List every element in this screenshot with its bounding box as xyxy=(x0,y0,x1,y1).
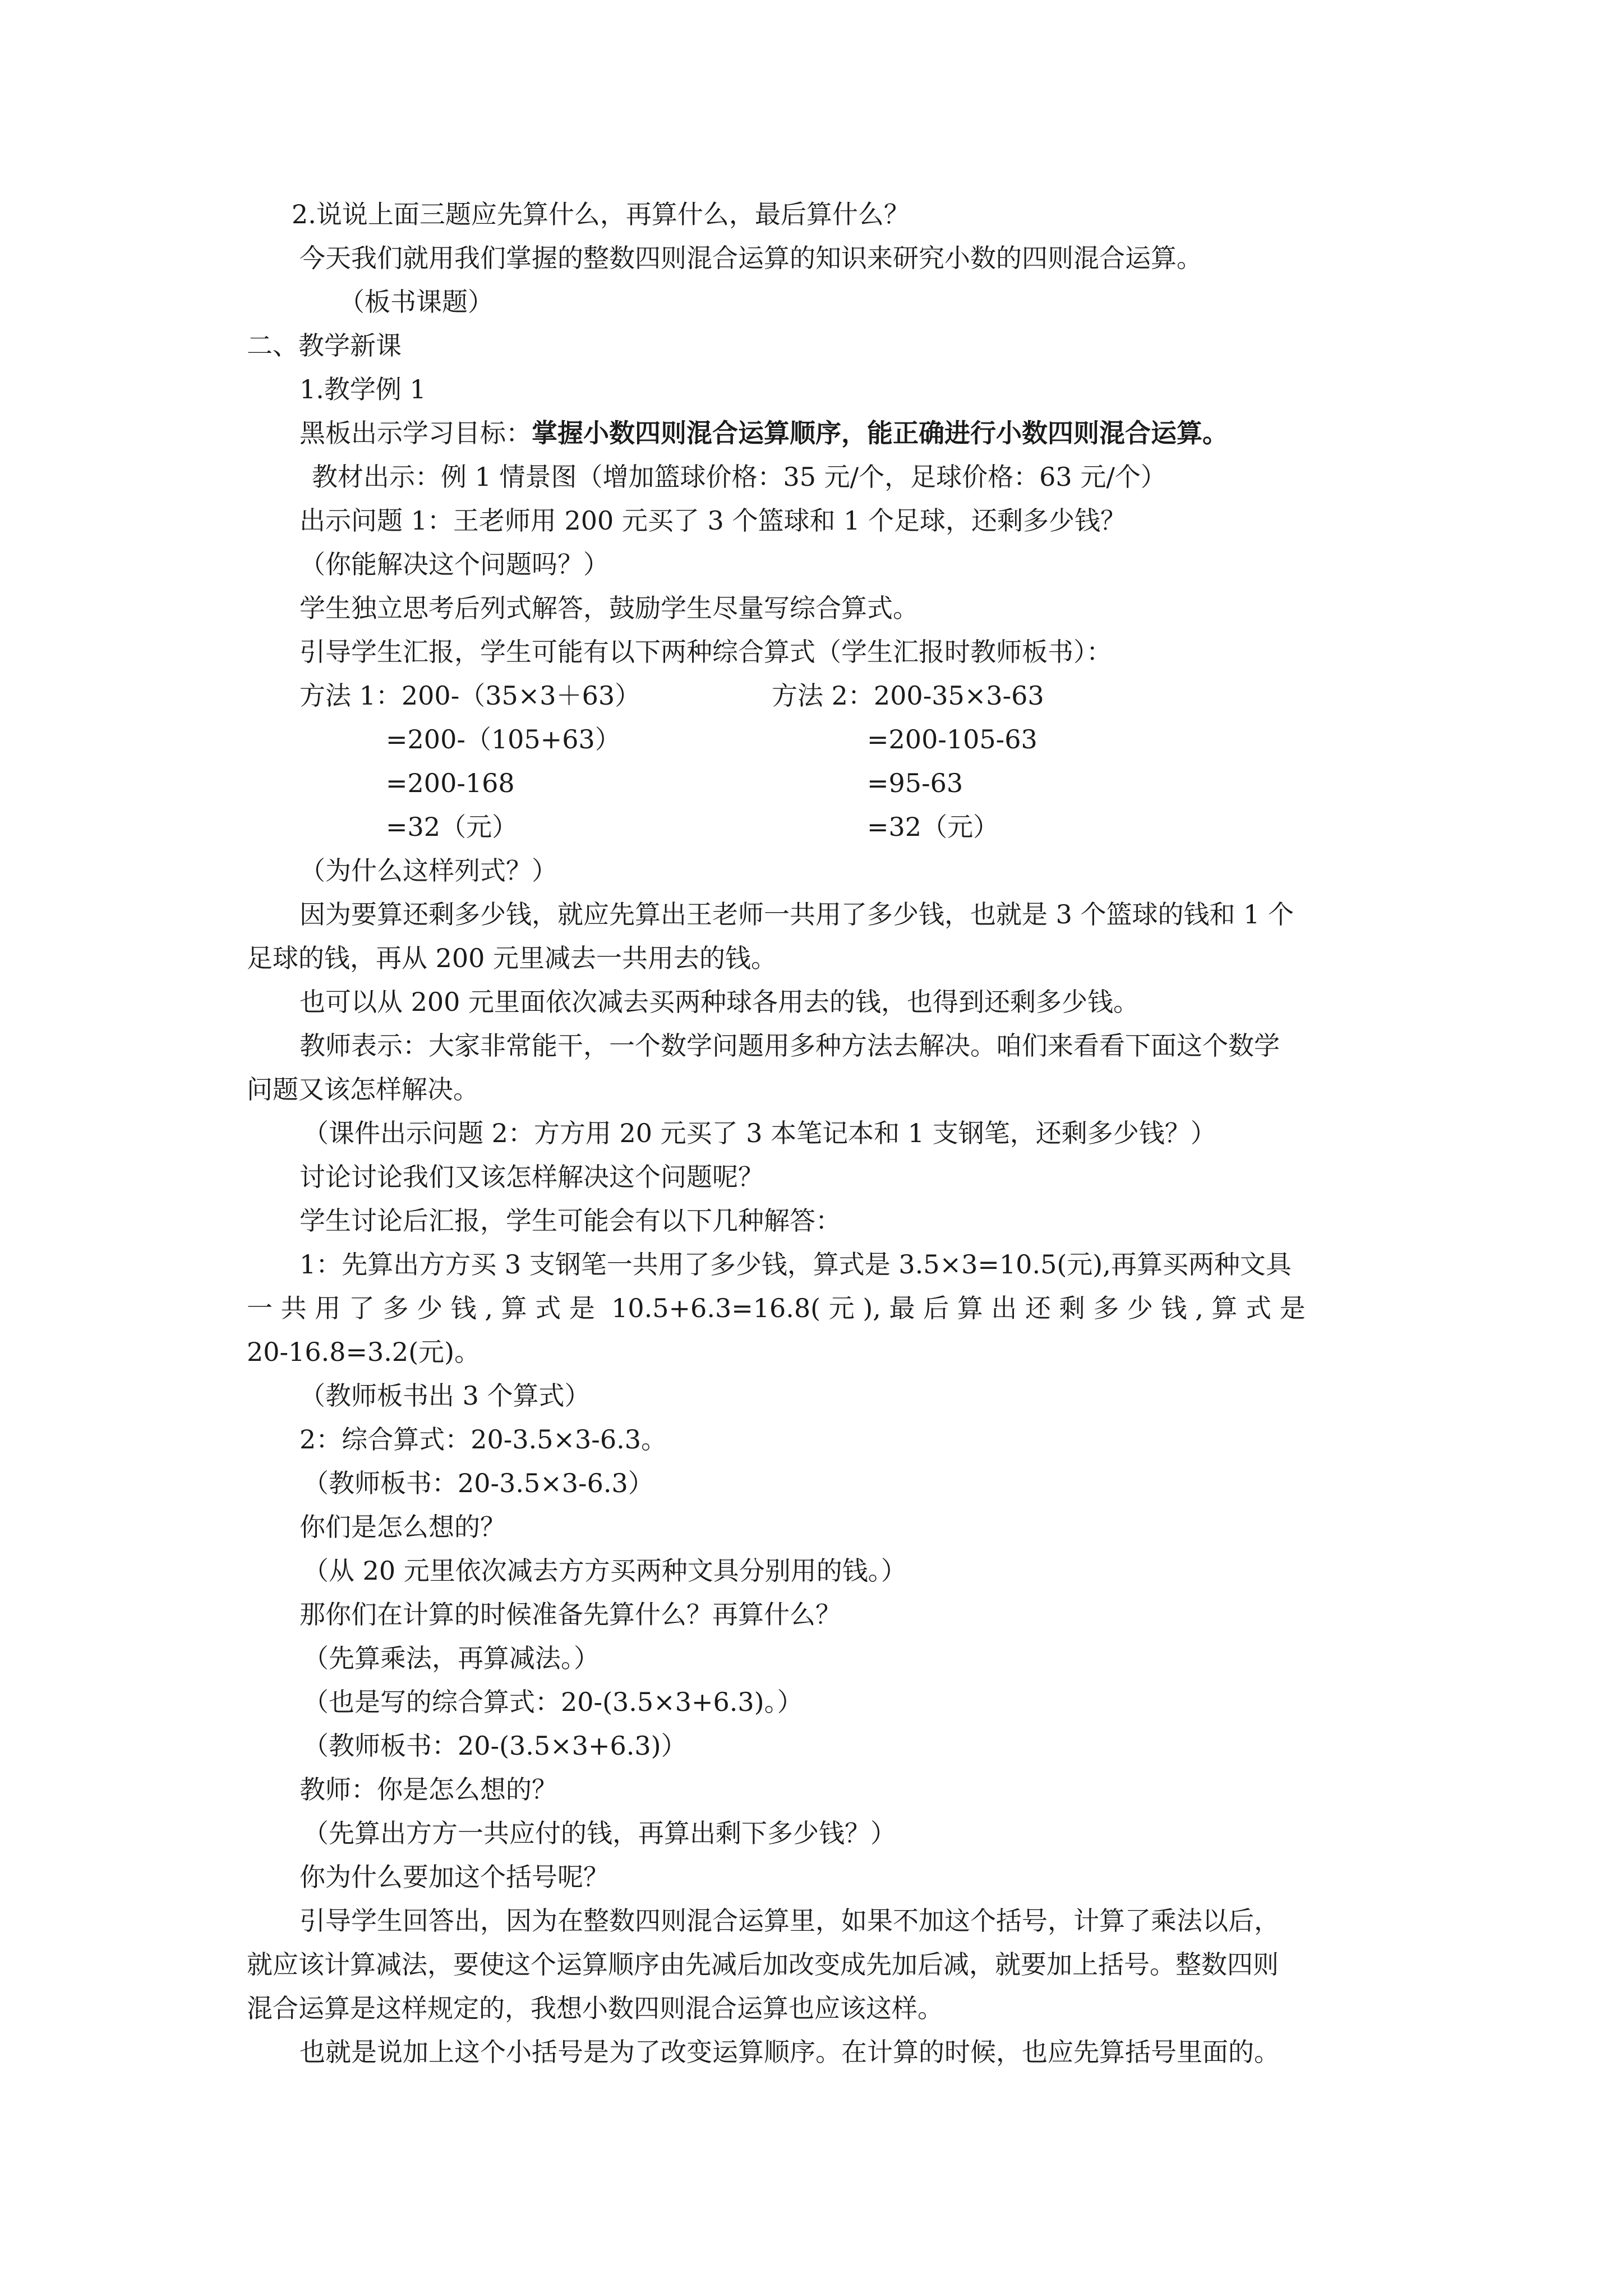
paragraph: 一 共 用 了 多 少 钱 , 算 式 是 10.5+6.3=16.8( 元 ), 最 后 算 出 还 剩 多 少 钱 , 算 式 是 xyxy=(247,1293,1306,1323)
paragraph: （先算出方方一共应付的钱，再算出剩下多少钱？） xyxy=(303,1818,896,1848)
method-1-line: =200-（105+63） xyxy=(386,724,621,754)
learning-goal xyxy=(299,416,1228,450)
paragraph: 学生独立思考后列式解答，鼓励学生尽量写综合算式。 xyxy=(299,593,919,623)
method-2-line: =200-105-63 xyxy=(867,724,1038,754)
paragraph: 20-16.8=3.2(元)。 xyxy=(247,1337,481,1367)
paragraph: 1：先算出方方买 3 支钢笔一共用了多少钱，算式是 3.5×3=10.5(元),再算买两种文具 xyxy=(299,1249,1292,1280)
method-1-line: 方法 1：200-（35×3＋63） xyxy=(299,680,641,711)
paragraph: 引导学生汇报，学生可能有以下两种综合算式（学生汇报时教师板书）： xyxy=(299,637,1112,667)
paragraph: （也是写的综合算式：20-(3.5×3+6.3)。） xyxy=(303,1687,803,1717)
section-heading: 二、教学新课 xyxy=(247,330,402,361)
paragraph: （教师板书：20-3.5×3-6.3） xyxy=(303,1468,654,1498)
paragraph: （你能解决这个问题吗？） xyxy=(299,549,609,579)
paragraph: 2.说说上面三题应先算什么，再算什么，最后算什么？ xyxy=(292,199,910,229)
paragraph: 今天我们就用我们掌握的整数四则混合运算的知识来研究小数的四则混合运算。 xyxy=(299,243,1202,273)
method-1-line: =200-168 xyxy=(386,768,515,798)
paragraph: 也可以从 200 元里面依次减去买两种球各用去的钱，也得到还剩多少钱。 xyxy=(299,987,1140,1017)
paragraph: 足球的钱，再从 200 元里减去一共用去的钱。 xyxy=(247,943,777,973)
paragraph: 也就是说加上这个小括号是为了改变运算顺序。在计算的时候，也应先算括号里面的。 xyxy=(299,2037,1280,2067)
paragraph: 混合运算是这样规定的，我想小数四则混合运算也应该这样。 xyxy=(247,1993,943,2023)
learning-goal-text: 掌握小数四则混合运算顺序，能正确进行小数四则混合运算。 xyxy=(532,418,1228,448)
paragraph: （板书课题） xyxy=(339,287,494,317)
paragraph: 教材出示：例 1 情景图（增加篮球价格：35 元/个，足球价格：63 元/个） xyxy=(312,462,1166,492)
paragraph: 那你们在计算的时候准备先算什么？再算什么？ xyxy=(299,1599,841,1630)
paragraph: （从 20 元里依次减去方方买两种文具分别用的钱。） xyxy=(303,1556,907,1586)
subsection-heading: 1.教学例 1 xyxy=(299,374,426,404)
paragraph: 2：综合算式：20-3.5×3-6.3。 xyxy=(299,1424,667,1455)
paragraph: （教师板书：20-(3.5×3+6.3)） xyxy=(303,1731,687,1761)
paragraph: 教师表示：大家非常能干，一个数学问题用多种方法去解决。咱们来看看下面这个数学 xyxy=(299,1030,1280,1061)
method-2-line: =32（元） xyxy=(867,812,999,842)
method-2-line: =95-63 xyxy=(867,768,963,798)
paragraph: （教师板书出 3 个算式） xyxy=(299,1381,591,1411)
paragraph: （为什么这样列式？） xyxy=(299,855,557,886)
paragraph: （课件出示问题 2：方方用 20 元买了 3 本笔记本和 1 支钢笔，还剩多少钱？） xyxy=(303,1118,1216,1148)
paragraph: 引导学生回答出，因为在整数四则混合运算里，如果不加这个括号，计算了乘法以后， xyxy=(299,1906,1280,1936)
paragraph: 就应该计算减法，要使这个运算顺序由先减后加改变成先加后减，就要加上括号。整数四则 xyxy=(247,1949,1279,1980)
paragraph: 问题又该怎样解决。 xyxy=(247,1074,479,1105)
paragraph: 你们是怎么想的？ xyxy=(299,1512,506,1542)
learning-goal-label: 黑板出示学习目标： xyxy=(299,418,532,448)
method-1-line: =32（元） xyxy=(386,812,518,842)
paragraph: 教师：你是怎么想的？ xyxy=(299,1774,557,1805)
method-2-line: 方法 2：200-35×3-63 xyxy=(772,680,1044,711)
paragraph: （先算乘法，再算减法。） xyxy=(303,1643,600,1673)
paragraph: 因为要算还剩多少钱，就应先算出王老师一共用了多少钱，也就是 3 个篮球的钱和 1 个 xyxy=(299,899,1294,930)
paragraph: 你为什么要加这个括号呢？ xyxy=(299,1862,609,1892)
paragraph: 学生讨论后汇报，学生可能会有以下几种解答： xyxy=(299,1205,841,1236)
paragraph: 出示问题 1：王老师用 200 元买了 3 个篮球和 1 个足球，还剩多少钱？ xyxy=(299,505,1126,536)
paragraph: 讨论讨论我们又该怎样解决这个问题呢？ xyxy=(299,1162,764,1192)
